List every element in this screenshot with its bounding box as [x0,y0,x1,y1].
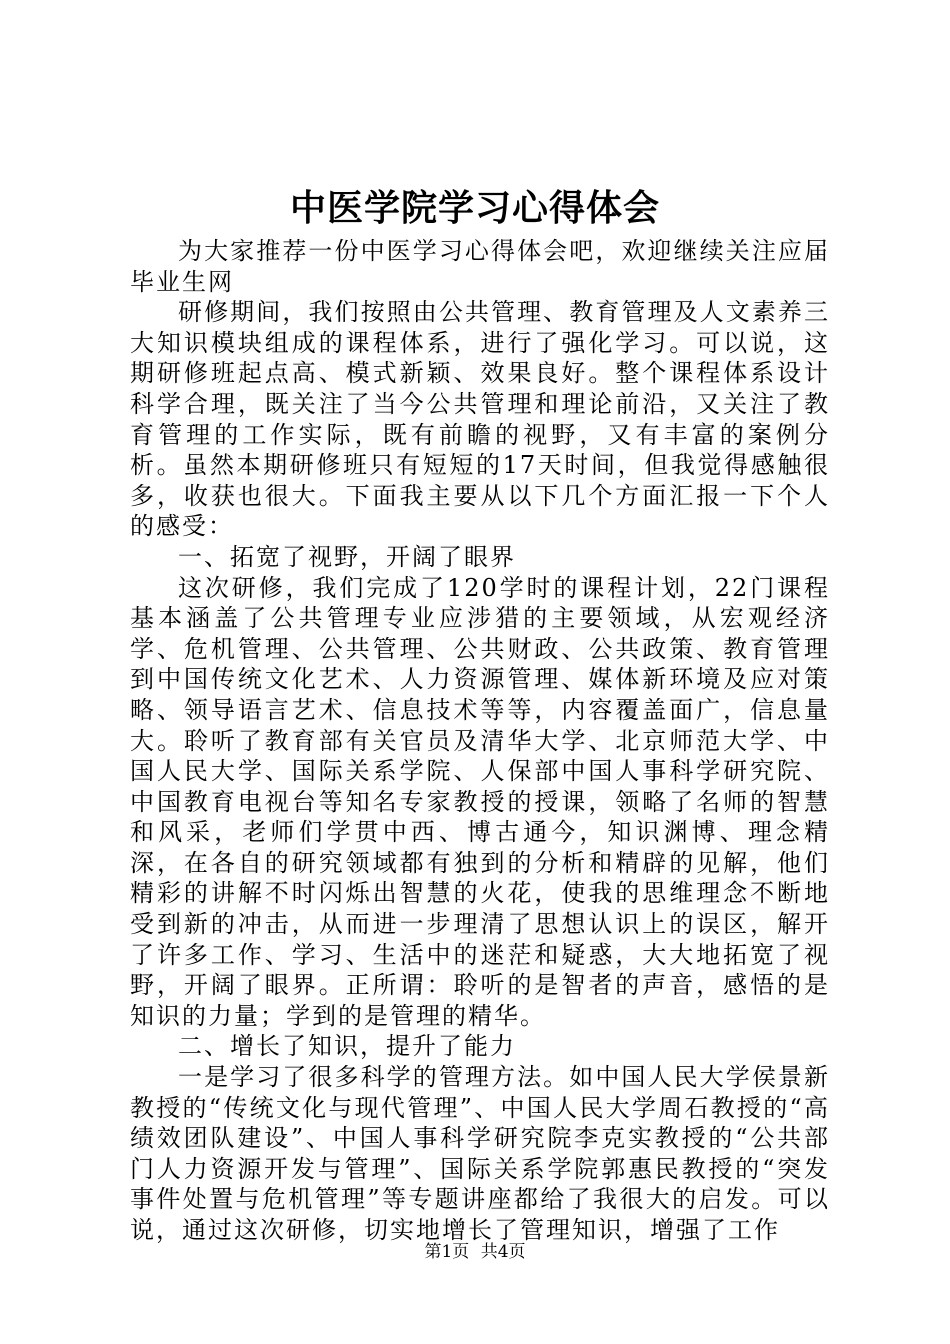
intro-paragraph: 为大家推荐一份中医学习心得体会吧，欢迎继续关注应届毕业生网 [130,237,830,296]
page-total: 共4页 [480,1242,526,1262]
page-number: 第1页 [424,1242,470,1262]
section-heading: 一、拓宽了视野，开阔了眼界 [178,542,516,571]
body-paragraph: 研修期间，我们按照由公共管理、教育管理及人文素养三大知识模块组成的课程体系，进行了强化学习。可以说，这期研修班起点高、模式新颖、效果良好。整个课程体系设计科学合理，既关注了当今公共管理和理论前沿，又关注了教育管理的工作实际，既有前瞻的视野，又有丰富的案例分析。虽然本期研修班只有短短的17天时间，但我觉得感触很多，收获也很大。下面我主要从以下几个方面汇报一下个人的感受： [130,298,830,541]
body-paragraph: 这次研修，我们完成了120学时的课程计划，22门课程基本涵盖了公共管理专业应涉猎的主要领域，从宏观经济学、危机管理、公共管理、公共财政、公共政策、教育管理到中国传统文化艺术、人力资源管理、媒体新环境及应对策略、领导语言艺术、信息技术等等，内容覆盖面广，信息量大。聆听了教育部有关官员及清华大学、北京师范大学、中国人民大学、国际关系学院、人保部中国人事科学研究院、中国教育电视台等知名专家教授的授课，领略了名师的智慧和风采，老师们学贯中西、博古通今，知识渊博、理念精深，在各自的研究领域都有独到的分析和精辟的见解，他们精彩的讲解不时闪烁出智慧的火花，使我的思维理念不断地受到新的冲击，从而进一步理清了思想认识上的误区，解开了许多工作、学习、生活中的迷茫和疑惑，大大地拓宽了视野，开阔了眼界。正所谓：聆听的是智者的声音，感悟的是知识的力量；学到的是管理的精华。 [130,573,830,1030]
section-heading: 二、增长了知识，提升了能力 [178,1032,516,1061]
document-body [130,236,830,1246]
body-paragraph: 一是学习了很多科学的管理方法。如中国人民大学侯景新教授的“传统文化与现代管理”、中国人民大学周石教授的“高绩效团队建设”、中国人事科学研究院李克实教授的“公共部门人力资源开发与管理”、国际关系学院郭惠民教授的“突发事件处置与危机管理”等专题讲座都给了我很大的启发。可以说，通过这次研修，切实地增长了管理知识，增强了工作 [130,1063,830,1244]
page-footer [0,1241,950,1263]
document-title: 中医学院学习心得体会 [289,187,660,229]
